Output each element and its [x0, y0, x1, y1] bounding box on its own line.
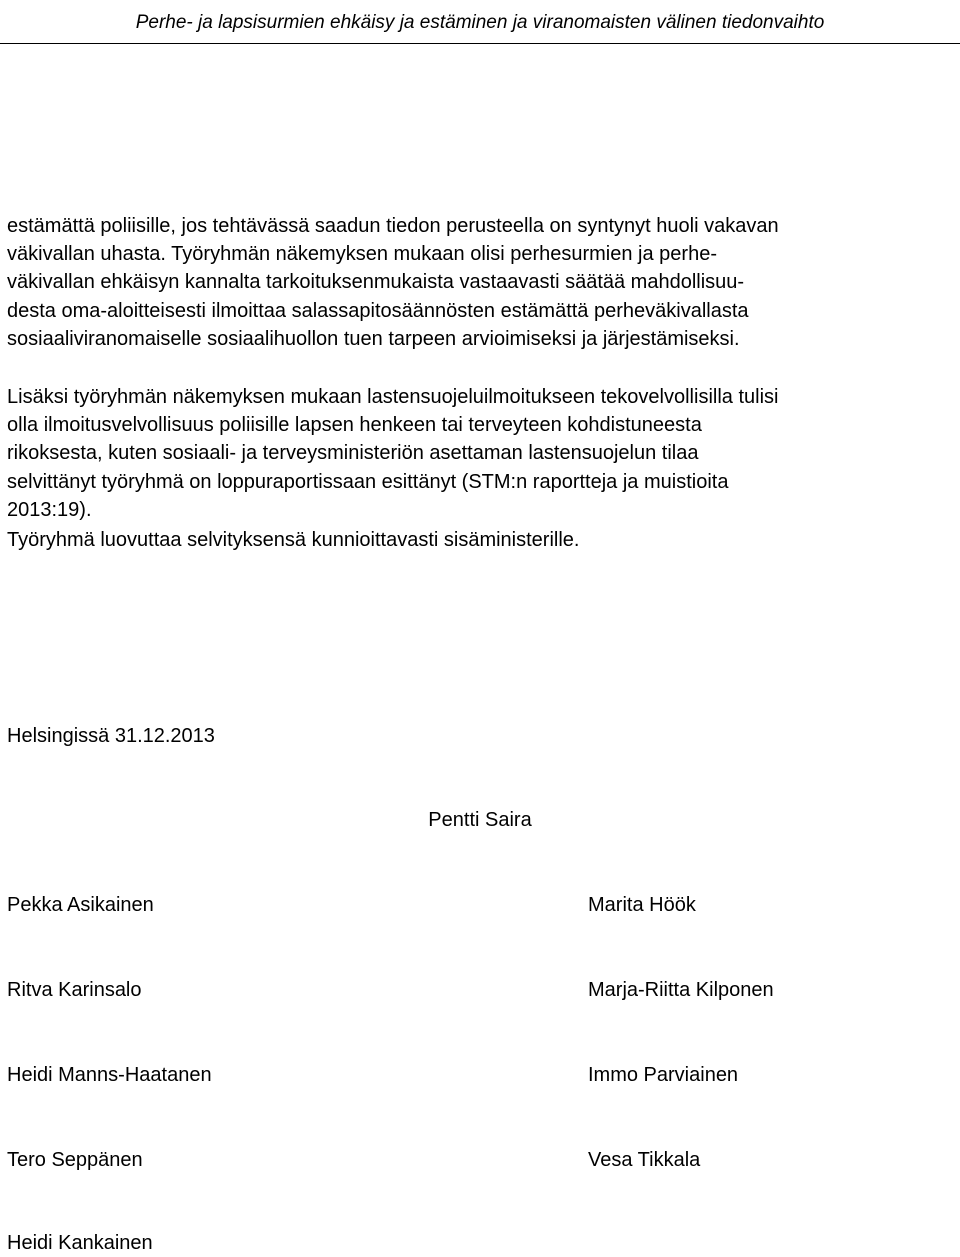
place-and-date: Helsingissä 31.12.2013 — [7, 725, 215, 747]
signature-member-left: Tero Seppänen — [7, 1149, 143, 1171]
signature-member-left: Pekka Asikainen — [7, 894, 154, 916]
paragraph-1-line: väkivallan ehkäisyn kannalta tarkoituksenmukaista vastaavasti säätää mahdollisuu- — [7, 271, 745, 294]
paragraph-2-line: selvittänyt työryhmä on loppuraportissaan esittänyt (STM:n raportteja ja muistioita — [7, 470, 729, 493]
signature-member-left: Ritva Karinsalo — [7, 979, 142, 1001]
page-header — [0, 0, 960, 44]
signature-member-right: Marita Höök — [588, 894, 696, 916]
signature-chair: Pentti Saira — [428, 809, 532, 831]
signature-member-left: Heidi Kankainen — [7, 1232, 153, 1254]
paragraph-1 — [7, 212, 955, 353]
paragraph-1-line: väkivallan uhasta. Työryhmän näkemyksen mukaan olisi perhesurmien ja perhe- — [7, 243, 717, 266]
header-divider — [0, 43, 960, 44]
header-title: Perhe- ja lapsisurmien ehkäisy ja estäminen ja viranomaisten välinen tiedonvaihto — [135, 12, 825, 33]
paragraph-1-line: desta oma-aloitteisesti ilmoittaa salassapitosäännösten estämättä perheväkivallasta — [7, 299, 749, 322]
signature-member-left: Heidi Manns-Haatanen — [7, 1064, 212, 1086]
paragraph-2 — [7, 383, 955, 524]
closing-sentence: Työryhmä luovuttaa selvityksensä kunnioittavasti sisäministerille. — [7, 529, 580, 551]
signature-member-right: Immo Parviainen — [588, 1064, 739, 1086]
paragraph-2-line: 2013:19). — [7, 498, 92, 521]
paragraph-2-line: Lisäksi työryhmän näkemyksen mukaan lastensuojeluilmoitukseen tekovelvollisilla tulisi — [7, 386, 779, 408]
signature-member-right: Vesa Tikkala — [588, 1149, 701, 1171]
paragraph-1-line: sosiaaliviranomaiselle sosiaalihuollon tuen tarpeen arvioimiseksi ja järjestämiseksi. — [7, 327, 740, 350]
signature-member-right: Marja-Riitta Kilponen — [588, 979, 774, 1001]
paragraph-1-line: estämättä poliisille, jos tehtävässä saadun tiedon perusteella on syntynyt huoli vakavan — [7, 215, 779, 237]
paragraph-2-line: olla ilmoitusvelvollisuus poliisille lapsen henkeen tai terveyteen kohdistuneesta — [7, 414, 702, 437]
paragraph-2-line: rikoksesta, kuten sosiaali- ja terveysministeriön asettaman lastensuojelun tilaa — [7, 442, 699, 465]
